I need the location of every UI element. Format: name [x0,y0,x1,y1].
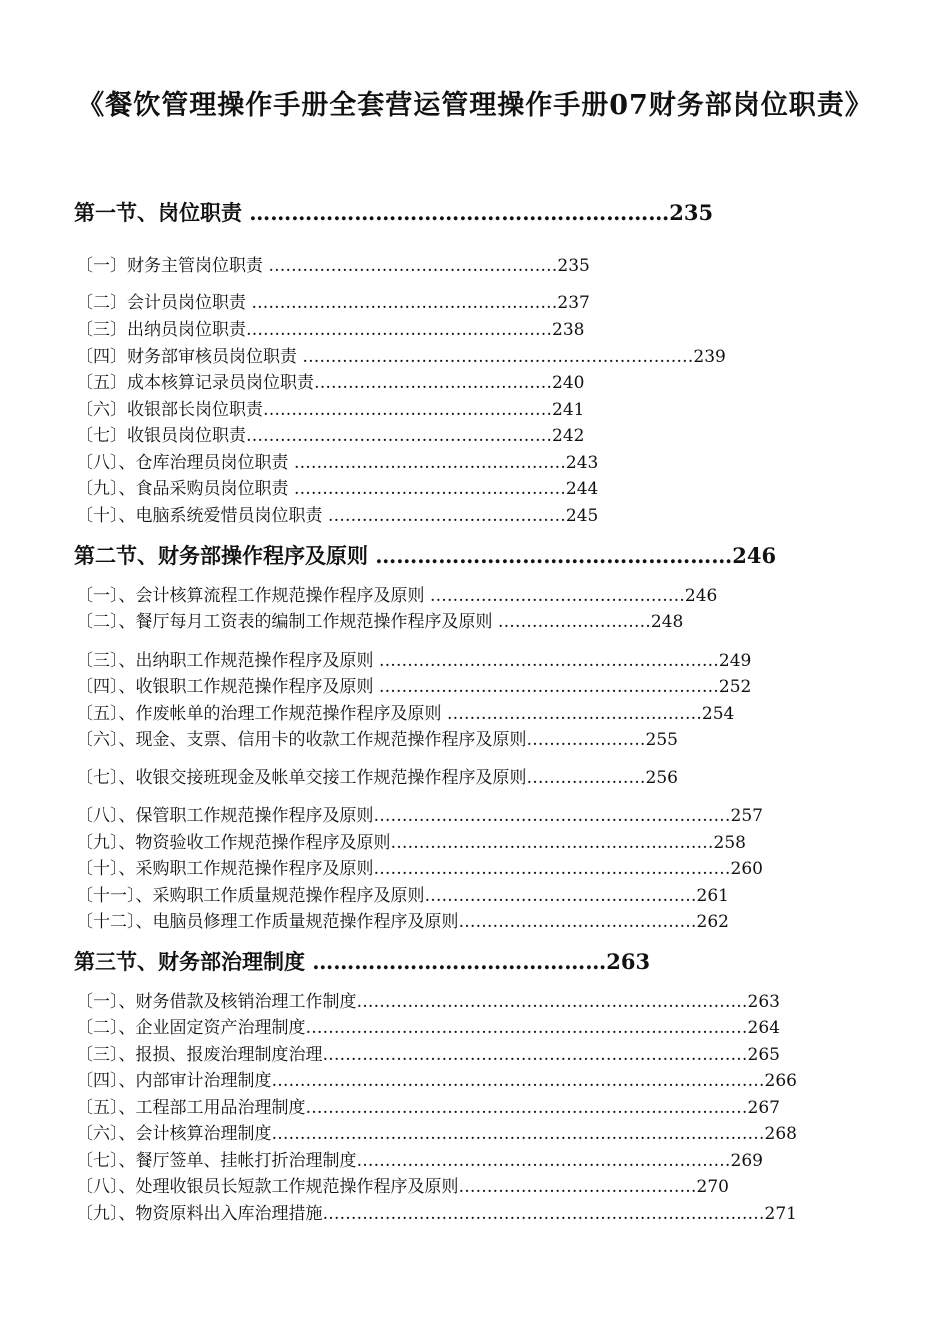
toc-entry[interactable]: 〔四〕、内部审计治理制度……………………………………………………………………………266 [76,1071,797,1091]
toc-entry[interactable]: 〔七〕、收银交接班现金及帐单交接工作规范操作程序及原则…………………256 [76,768,678,788]
toc-section-heading[interactable]: 第一节、岗位职责 ……………………………………………………235 [74,200,714,225]
toc-entry[interactable]: 〔三〕、出纳职工作规范操作程序及原则 ……………………………………………………249 [76,651,752,671]
toc-entry[interactable]: 〔六〕、会计核算治理制度……………………………………………………………………………268 [76,1124,797,1144]
toc-entry[interactable]: 〔十〕、采购职工作规范操作程序及原则………………………………………………………260 [76,859,763,879]
toc-entry[interactable]: 〔五〕成本核算记录员岗位职责……………………………………240 [76,373,585,393]
toc-entry[interactable]: 〔四〕、收银职工作规范操作程序及原则 ……………………………………………………252 [76,677,752,697]
toc-entry[interactable]: 〔五〕、工程部工用品治理制度……………………………………………………………………267 [76,1098,780,1118]
toc-entry[interactable]: 〔八〕、仓库治理员岗位职责 …………………………………………243 [76,453,599,473]
toc-entry[interactable]: 〔十二〕、电脑员修理工作质量规范操作程序及原则……………………………………262 [76,912,729,932]
toc-section-heading[interactable]: 第三节、财务部治理制度 ……………………………………263 [74,949,651,974]
toc-entry[interactable]: 〔四〕财务部审核员岗位职责 ……………………………………………………………239 [76,347,726,367]
toc-entry[interactable]: 〔六〕收银部长岗位职责……………………………………………241 [76,400,585,420]
toc-entry[interactable]: 〔九〕、物资原料出入库治理措施……………………………………………………………………271 [76,1204,797,1224]
toc-entry[interactable]: 〔一〕财务主管岗位职责 ……………………………………………235 [76,256,590,276]
toc-entry[interactable]: 〔三〕、报损、报废治理制度治理…………………………………………………………………265 [76,1045,780,1065]
toc-entry[interactable]: 〔二〕会计员岗位职责 ………………………………………………237 [76,293,590,313]
toc-entry[interactable]: 〔一〕、财务借款及核销治理工作制度……………………………………………………………263 [76,992,780,1012]
toc-entry[interactable]: 〔二〕、企业固定资产治理制度……………………………………………………………………264 [76,1018,780,1038]
toc-entry[interactable]: 〔六〕、现金、支票、信用卡的收款工作规范操作程序及原则…………………255 [76,730,678,750]
toc-entry[interactable]: 〔三〕出纳员岗位职责………………………………………………238 [76,320,585,340]
toc-entry[interactable]: 〔八〕、处理收银员长短款工作规范操作程序及原则……………………………………270 [76,1177,729,1197]
toc-entry[interactable]: 〔二〕、餐厅每月工资表的编制工作规范操作程序及原则 ………………………248 [76,612,684,632]
toc-entry[interactable]: 〔五〕、作废帐单的治理工作规范操作程序及原则 ………………………………………254 [76,704,735,724]
toc-entry[interactable]: 〔七〕收银员岗位职责………………………………………………242 [76,426,585,446]
toc-entry[interactable]: 〔一〕、会计核算流程工作规范操作程序及原则 ………………………………………246 [76,586,718,606]
toc-entry[interactable]: 〔十一〕、采购职工作质量规范操作程序及原则…………………………………………261 [76,886,729,906]
document-title: 《餐饮管理操作手册全套营运管理操作手册07财务部岗位职责》 [77,90,873,121]
toc-entry[interactable]: 〔八〕、保管职工作规范操作程序及原则………………………………………………………257 [76,806,763,826]
toc-entry[interactable]: 〔七〕、餐厅签单、挂帐打折治理制度…………………………………………………………269 [76,1151,763,1171]
toc-entry[interactable]: 〔九〕、物资验收工作规范操作程序及原则…………………………………………………258 [76,833,746,853]
toc-section-heading[interactable]: 第二节、财务部操作程序及原则 ……………………………………………246 [74,543,777,568]
toc-entry[interactable]: 〔十〕、电脑系统爱惜员岗位职责 ……………………………………245 [76,506,599,526]
toc-entry[interactable]: 〔九〕、食品采购员岗位职责 …………………………………………244 [76,479,599,499]
